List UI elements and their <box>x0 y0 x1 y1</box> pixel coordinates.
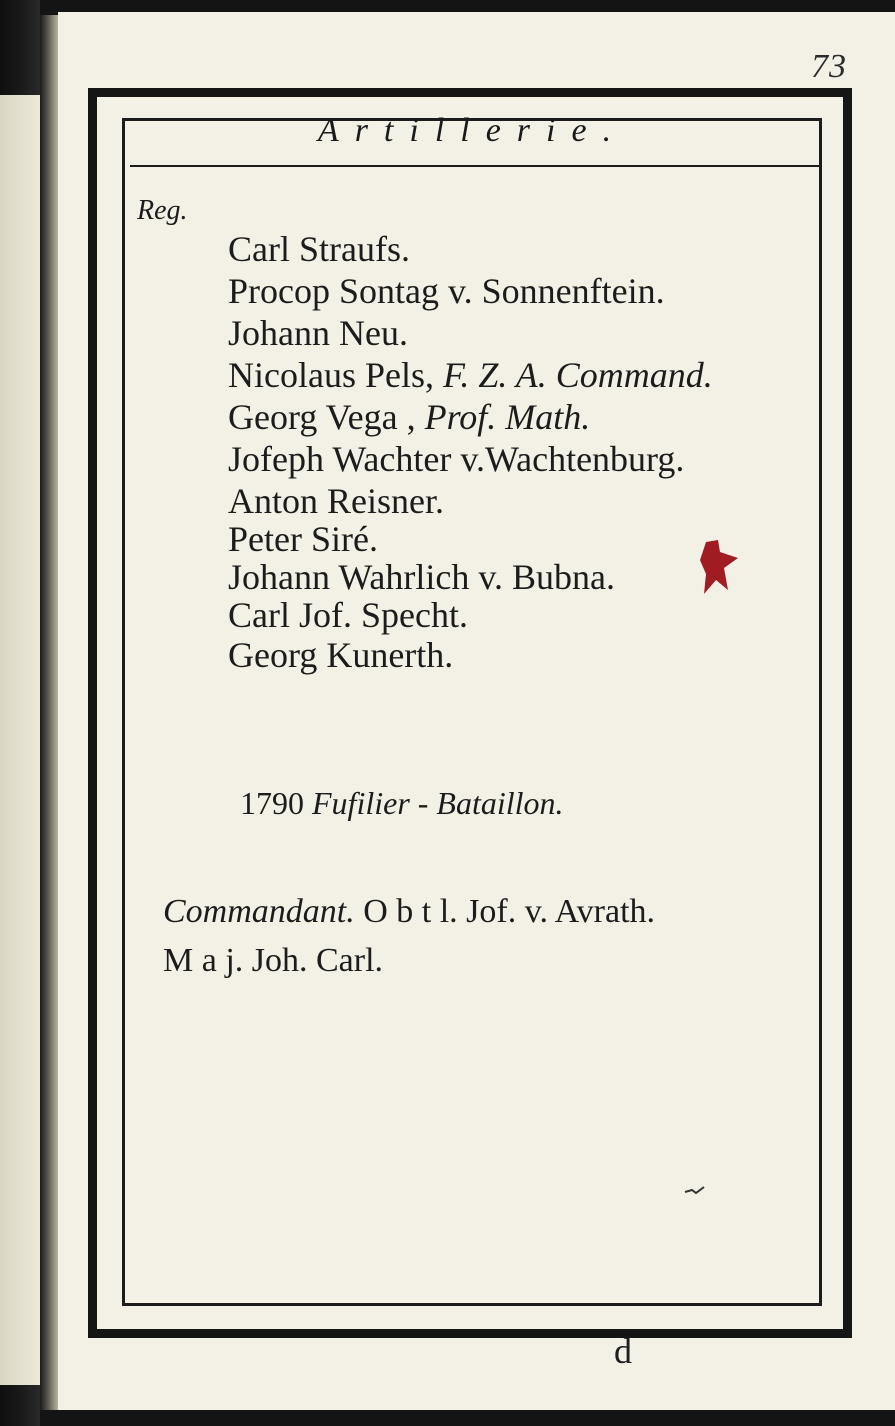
book-gutter <box>40 15 60 1410</box>
commandant-line <box>163 893 655 931</box>
officer-note: Prof. Math. <box>424 397 591 437</box>
reg-label: Reg. <box>137 195 188 226</box>
section-heading: Artillerie. <box>317 112 628 149</box>
ink-speck-icon <box>684 1184 706 1196</box>
officer-name: Johann Neu. <box>228 313 408 353</box>
officer-name: Nicolaus Pels, F. Z. A. Command. <box>228 355 713 395</box>
major-line: M a j. Joh. Carl. <box>163 942 384 979</box>
officer-name: Carl Jof. Specht. <box>228 595 468 635</box>
officer-name: Procop Sontag v. Sonnenftein. <box>228 271 665 311</box>
commandant-name: O b t l. Jof. v. Avrath. <box>363 893 656 930</box>
page-number: 73 <box>811 48 847 85</box>
officer-name: Johann Wahrlich v. Bubna. <box>228 557 616 597</box>
red-ink-mark-icon <box>698 538 742 596</box>
officer-name: Georg Kunerth. <box>228 635 454 675</box>
battalion-year: 1790 <box>240 785 304 821</box>
officer-note: F. Z. A. Command. <box>442 355 713 395</box>
battalion-title: Fufilier - Bataillon. <box>312 785 564 821</box>
signature-mark: d <box>614 1331 632 1371</box>
previous-page-edge <box>0 95 40 1385</box>
officer-name: Anton Reisner. <box>228 481 444 521</box>
heading-divider <box>130 165 820 167</box>
commandant-label: Commandant. <box>163 893 355 930</box>
officer-name: Peter Siré. <box>228 519 378 559</box>
officer-name: Carl Straufs. <box>228 229 410 269</box>
officer-name: Jofeph Wachter v.Wachtenburg. <box>228 439 685 479</box>
officer-name: Georg Vega , Prof. Math. <box>228 397 591 437</box>
battalion-heading <box>240 785 564 822</box>
